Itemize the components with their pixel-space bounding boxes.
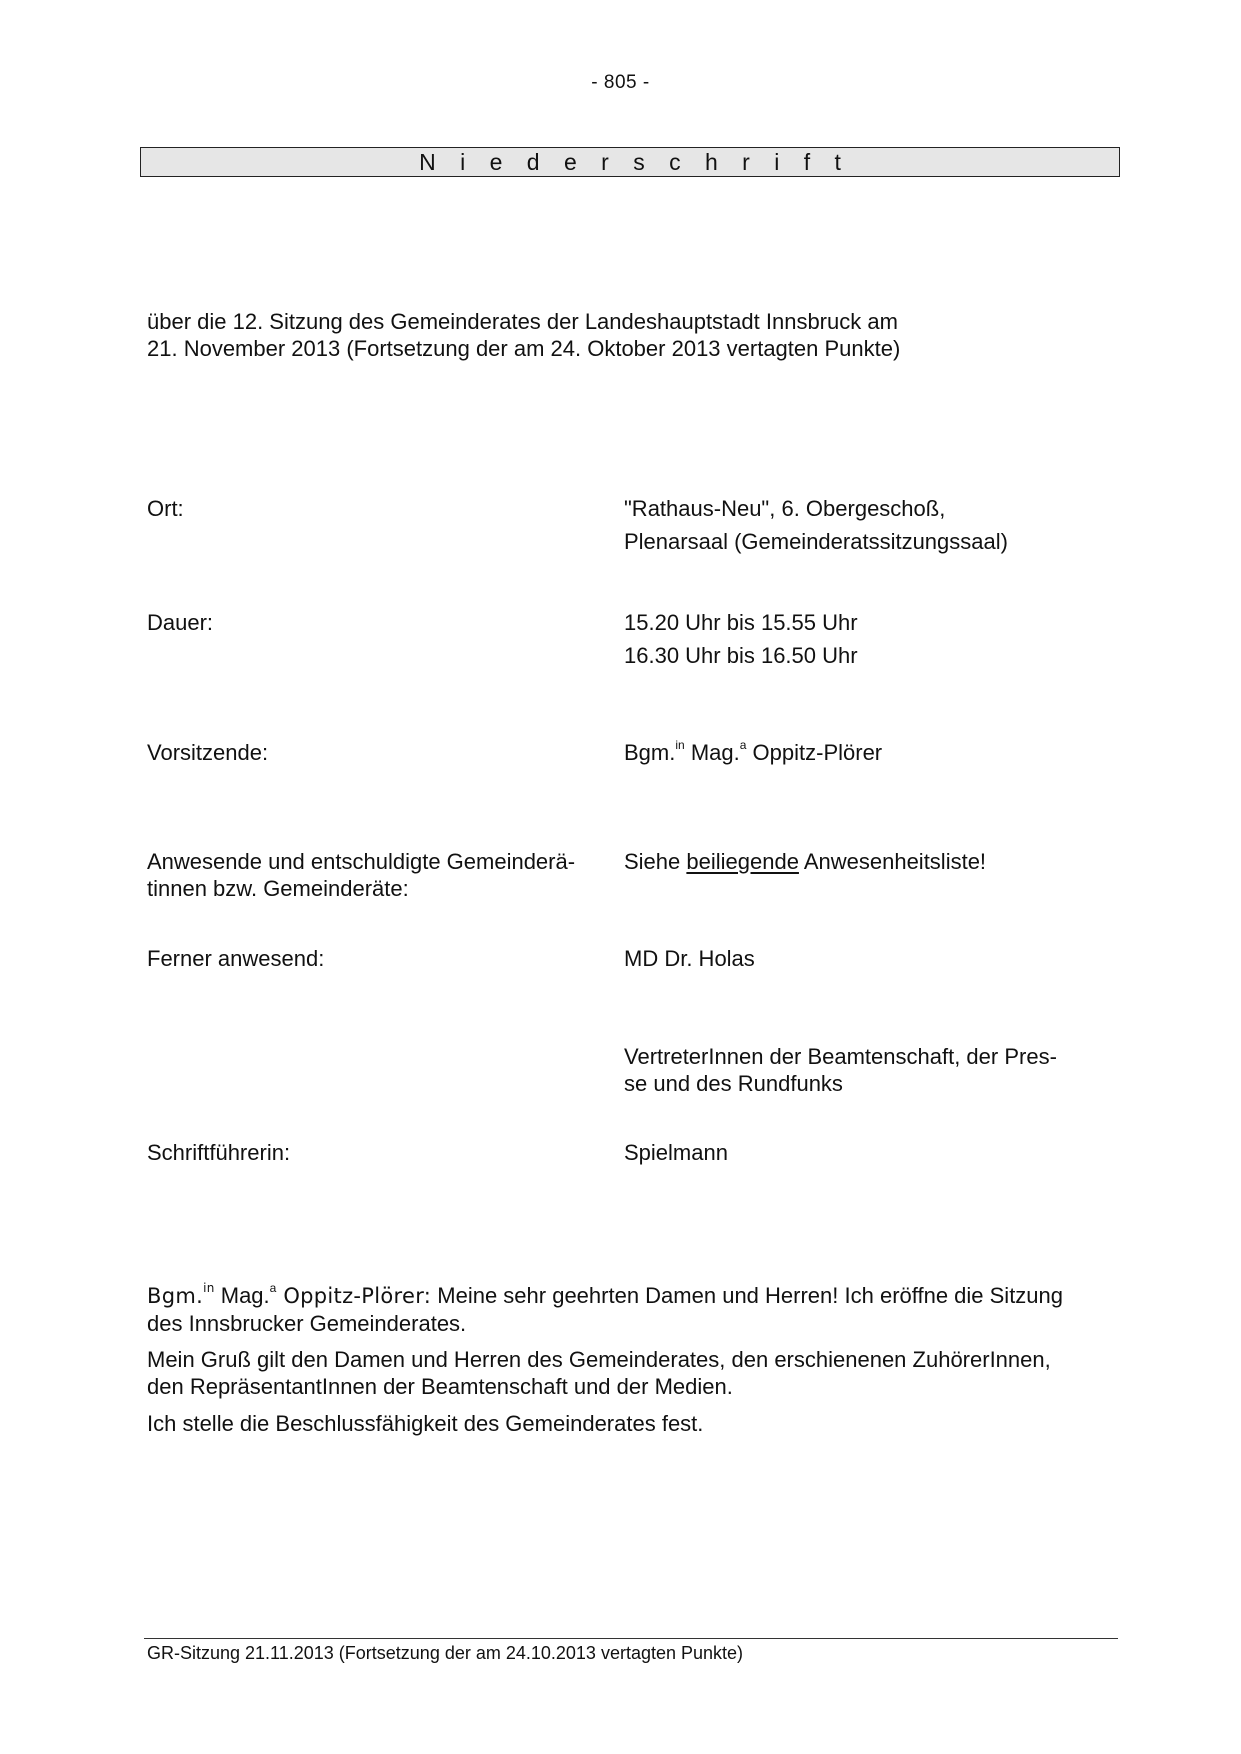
speech-line: des Innsbrucker Gemeinderates. xyxy=(147,1311,467,1336)
speech-paragraph-2 xyxy=(147,1346,1107,1400)
anwesend-label-line: Anwesende und entschuldigte Gemeinderä- xyxy=(147,849,576,874)
beiliegende-link[interactable]: beiliegende xyxy=(686,849,799,874)
page-number: - 805 - xyxy=(591,72,650,93)
schrift-label: Schriftführerin: xyxy=(147,1140,291,1165)
vertreter-line: VertreterInnen der Beamtenschaft, der Pres- xyxy=(624,1044,1057,1069)
vorsitz-label: Vorsitzende: xyxy=(147,740,269,765)
anwesend-value xyxy=(624,848,1094,875)
speaker-bgm: Bgm. xyxy=(147,1284,204,1308)
schrift-value: Spielmann xyxy=(624,1140,728,1165)
document-title: N i e d e r s c h r i f t xyxy=(419,148,850,175)
dauer-line: 15.20 Uhr bis 15.55 Uhr xyxy=(624,610,858,635)
dauer-line: 16.30 Uhr bis 16.50 Uhr xyxy=(624,643,858,668)
anwesend-post: Anwesenheitsliste! xyxy=(798,849,987,874)
speech-paragraph-3: Ich stelle die Beschlussfähigkeit des Gemeinderates fest. xyxy=(147,1411,704,1436)
speech-line: den RepräsentantInnen der Beamtenschaft und der Medien. xyxy=(147,1374,733,1399)
speech-text: Meine sehr geehrten Damen und Herren! Ich eröffne die Sitzung xyxy=(431,1283,1064,1308)
footer-rule xyxy=(144,1638,1118,1639)
ferner-label: Ferner anwesend: xyxy=(147,946,325,971)
anwesend-label-line: tinnen bzw. Gemeinderäte: xyxy=(147,876,409,901)
title-mag: Mag. xyxy=(684,740,740,765)
document-title-box xyxy=(140,147,1120,177)
anwesend-label xyxy=(147,848,607,902)
speaker-name xyxy=(147,1281,215,1308)
speaker-sup: in xyxy=(203,1281,215,1295)
vorsitz-value xyxy=(624,739,1094,766)
ort-value xyxy=(624,492,1094,558)
speech-line xyxy=(147,1282,1107,1310)
vertreter-line: se und des Rundfunks xyxy=(624,1071,843,1096)
footer-text: GR-Sitzung 21.11.2013 (Fortsetzung der am 24.10.2013 vertagten Punkte) xyxy=(147,1643,744,1663)
title-sup: in xyxy=(675,737,685,752)
intro-line: über die 12. Sitzung des Gemeinderates der Landeshauptstadt Innsbruck am xyxy=(147,309,898,334)
dauer-value xyxy=(624,606,1094,672)
intro-paragraph xyxy=(147,308,1047,362)
vorsitz-name: Oppitz-Plörer xyxy=(746,740,883,765)
vertreter-value xyxy=(624,1043,1094,1097)
ferner-value: MD Dr. Holas xyxy=(624,946,755,971)
speech-line: Mein Gruß gilt den Damen und Herren des Gemeinderates, den erschienenen ZuhörerInnen, xyxy=(147,1347,1051,1372)
anwesend-pre: Siehe xyxy=(624,849,687,874)
ort-line: "Rathaus-Neu", 6. Obergeschoß, xyxy=(624,496,946,521)
speaker-mag: Mag. xyxy=(214,1283,270,1308)
title-bgm: Bgm. xyxy=(624,740,676,765)
ort-label: Ort: xyxy=(147,496,184,521)
speaker-sup: a xyxy=(269,1280,277,1295)
ort-line: Plenarsaal (Gemeinderatssitzungssaal) xyxy=(624,529,1008,554)
title-sup: a xyxy=(739,737,747,752)
speech-paragraph-1 xyxy=(147,1282,1107,1337)
dauer-label: Dauer: xyxy=(147,610,214,635)
speaker-surname: Oppitz-Plörer: xyxy=(276,1284,432,1308)
intro-line: 21. November 2013 (Fortsetzung der am 24. Oktober 2013 vertagten Punkte) xyxy=(147,336,901,361)
